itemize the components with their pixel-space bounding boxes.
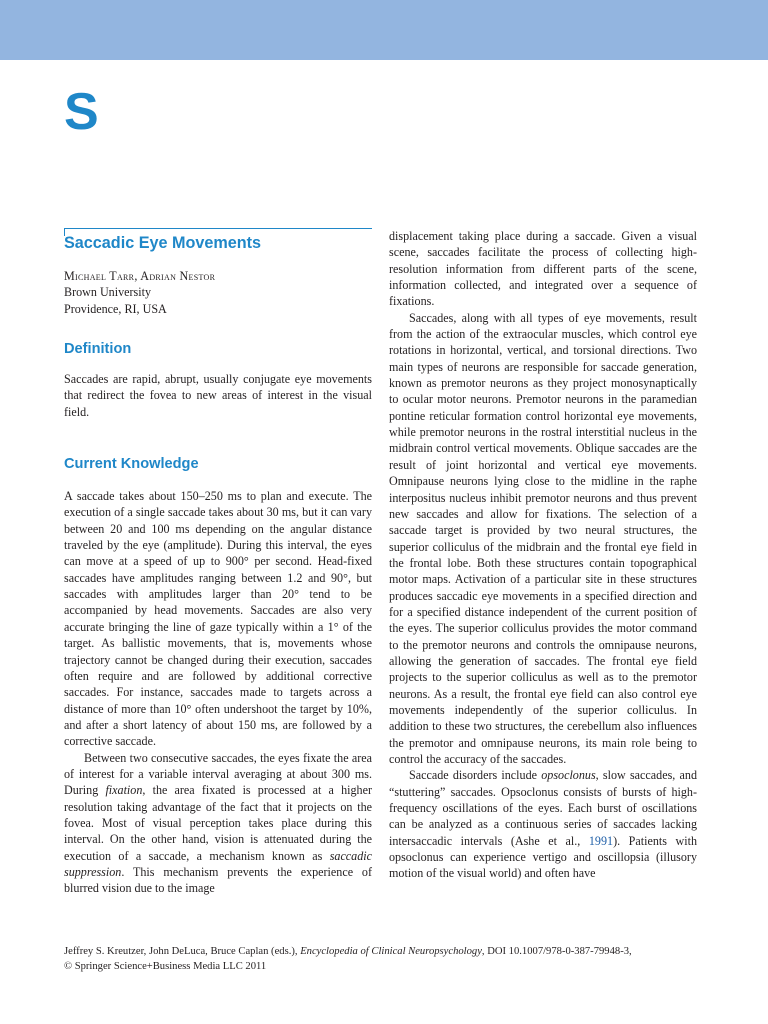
- paragraph-2-text-b: , the area fixated is processed at a higher resolution taking advantage of the fact that it projects on the fovea. Most of visual perception takes place during this interval. On the other hand, vision is attenuated during the execution of a saccade, a mechanism known as: [64, 783, 372, 863]
- paragraph-2-text-c: . This mechanism prevents the experience of blurred vision due to the image: [64, 864, 372, 896]
- location: Providence, RI, USA: [64, 301, 167, 316]
- left-column: [64, 228, 372, 897]
- author-block: [64, 268, 372, 317]
- footer-doi: , DOI 10.1007/978-0-387-79948-3,: [481, 946, 632, 957]
- definition-text: Saccades are rapid, abrupt, usually conjugate eye movements that redirect the fovea to new areas of interest in the visual field.: [64, 372, 372, 419]
- header-banner: [0, 0, 768, 60]
- right-column: [389, 228, 697, 882]
- page-footer: [64, 945, 704, 974]
- author-names: Michael Tarr, Adrian Nestor: [64, 269, 216, 283]
- paragraph-2-text-a: Between two consecutive saccades, the eyes fixate the area of interest for a variable interval averaging at about 300 ms. During: [64, 750, 372, 798]
- paragraph-4-text-b: , slow saccades, and “stuttering” saccades. Opsoclonus consists of bursts of high-frequency oscillations of the eyes. Each burst of oscillations can be analyzed as a continuous series of saccades lacking intersaccadic intervals (Ashe et al.,: [389, 768, 697, 848]
- term-opsoclonus: opsoclonus: [541, 768, 596, 783]
- paragraph-4: [389, 767, 697, 881]
- entry-title: Saccadic Eye Movements: [64, 234, 262, 252]
- paragraph-4-text-a: Saccade disorders include: [409, 768, 542, 783]
- paragraph-2: [64, 750, 372, 897]
- citation-link[interactable]: 1991: [588, 833, 614, 848]
- footer-editors: Jeffrey S. Kreutzer, John DeLuca, Bruce Caplan (eds.),: [64, 946, 301, 957]
- definition-heading: Definition: [64, 341, 132, 358]
- paragraph-1: A saccade takes about 150–250 ms to plan and execute. The execution of a single saccade takes about 30 ms, but it can vary between 20 and 100 ms depending on the angular distance traveled by the eye (amplitude). During this interval, the eyes can move at a speed of up to 900° per second. Head-fixed saccades have amplitudes ranging between 1.2 and 90°, but saccades with amplitudes larger than 20° tend to be accompanied by head movements. Saccades are also very accurate bringing the line of gaze typically within a 1° of the target. As ballistic movements, that is, movements whose trajectory cannot be changed during their execution, saccades often require and are followed by additional corrective saccades. For instance, saccades made to targets across a distance of more than 10° often undershoot the target by 10%, and after a short latency of about 150 ms, are followed by a corrective saccade.: [64, 489, 372, 749]
- affiliation: Brown University: [64, 285, 152, 300]
- footer-copyright: © Springer Science+Business Media LLC 2011: [64, 960, 267, 972]
- term-saccadic-suppression: saccadic suppression: [64, 848, 372, 879]
- paragraph-3: Saccades, along with all types of eye movements, result from the action of the extraocular muscles, which control eye rotations in horizontal, vertical, and torsional directions. Two main types of neurons are responsible for saccade generation, known as premotor neurons as they project monosynaptically to ocular motor neurons. Premotor neurons in the paramedian pontine reticular formation control horizontal eye movements, while premotor neurons in the rostral interstitial nucleus in the midbrain control vertical movements. Oblique saccades are the result of joint horizontal and vertical eye movements. Omnipause neurons lying close to the midline in the raphe interpositus nucleus inhibit premotor neurons and thus prevent new saccades and allow for fixations. The selection of a saccade target is provided by two neural structures, the superior colliculus of the midbrain and the frontal eye field in the frontal lobe. Both these structures contain topographical motor maps. Activation of a particular site in these structures produces saccadic eye movements in a specified direction and for a specified distance independent of the current position of the eyes. The superior colliculus provides the motor command to the premotor neurons and controls the omnipause neurons, allowing the generation of saccades. The frontal eye field projects to the superior colliculus as well as to the premotor neurons. As a result, the frontal eye field can also control eye movements independently of the superior colliculus. In addition to these two structures, the cerebellum also influences the premotor and omnipause neurons, its main role being to control the accuracy of the saccades.: [389, 310, 697, 766]
- footer-citation: [64, 945, 704, 960]
- term-fixation: fixation: [105, 783, 143, 798]
- current-knowledge-heading: Current Knowledge: [64, 456, 199, 473]
- section-letter: S: [64, 83, 99, 141]
- footer-book-title: Encyclopedia of Clinical Neuropsychology: [300, 946, 482, 957]
- paragraph-4-text-c: ). Patients with opsoclonus can experience vertigo and oscillopsia (illusory motion of the visual world) and often have: [389, 833, 697, 881]
- paragraph-2-continued: displacement taking place during a saccade. Given a visual scene, saccades facilitate the process of collecting high-resolution information from different parts of the scene, information collected, and integrated over a sequence of fixations.: [389, 229, 697, 309]
